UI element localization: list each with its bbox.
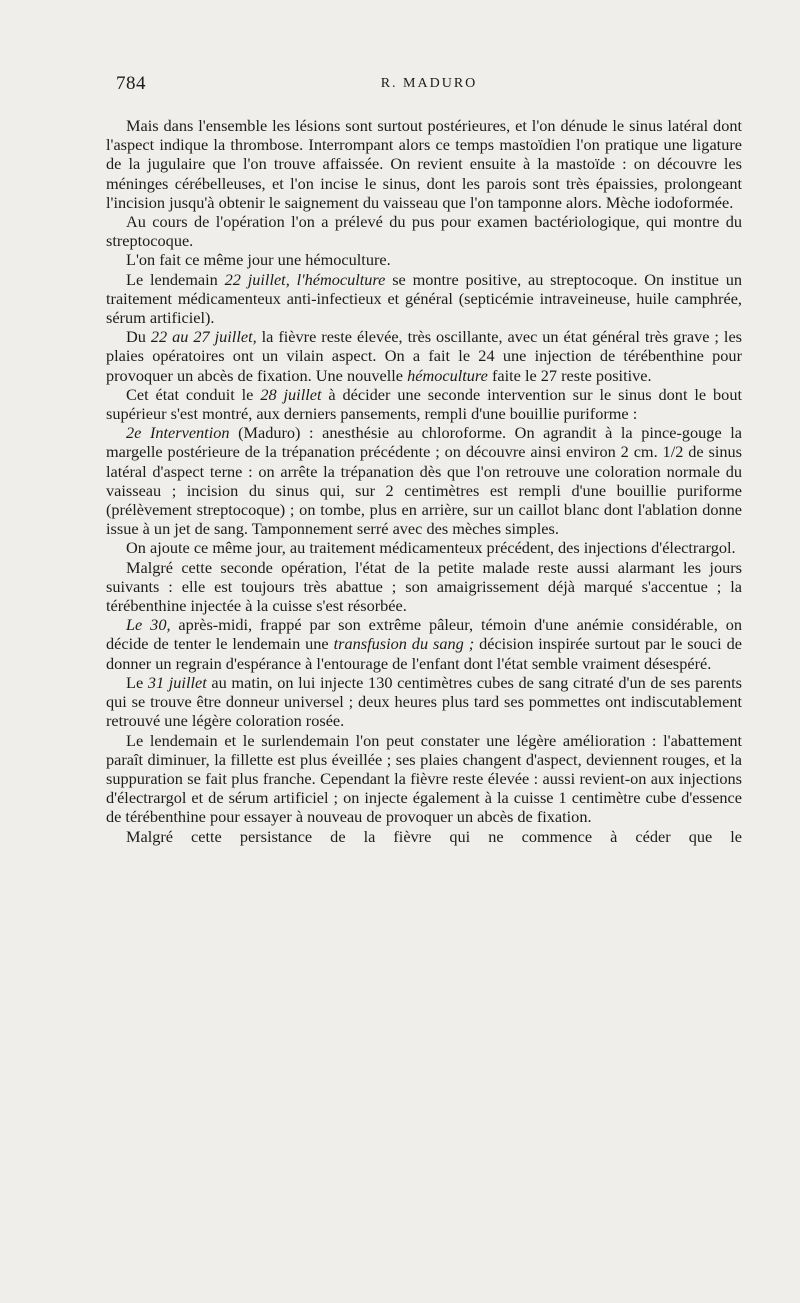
- paragraph: [106, 327, 742, 385]
- text-run: Le lendemain et le surlendemain l'on peut constater une légère amélioration : l'abattement paraît diminuer, la fillette est plus éveillée ; ses plaies changent d'aspect, deviennent rouges, et la suppuration se fait plus franche. Cependant la fièvre reste élevée : aussi revient-on aux injections d'électrargol et de sérum artificiel ; on injecte également à la cuisse 1 centimètre cube d'essence de térébenthine pour essayer à nouveau de provoquer un abcès de fixation.: [106, 730, 742, 827]
- paragraph: [106, 212, 742, 250]
- paragraph: [106, 673, 742, 731]
- text-run: L'on fait ce même jour une hémoculture.: [126, 250, 391, 270]
- text-run: à décider une seconde intervention sur le sinus dont le bout supérieur s'est montré, aux derniers pansements, rempli d'une bouillie puriforme :: [106, 384, 742, 424]
- running-head: R. MADURO: [380, 76, 478, 91]
- text-run: (Maduro) : anesthésie au chloroforme. On agrandit à la pince-gouge la margelle postérieure de la trépanation précédente ; on découvre ainsi environ 2 cm. 1/2 de sinus latéral d'aspect terne : on arrête la trépanation dès que l'on retrouve une coloration normale du vaisseau ; incision du sinus qui, sur 2 centimètres est rempli d'une bouillie puriforme (prélèvement streptocoque) ; on tombe, plus en arrière, sur un caillot blanc dont l'ablation donne issue à un jet de sang. Tamponnement serré avec des mèches simples.: [106, 423, 742, 539]
- italic-text: 22 au 27 juillet,: [150, 327, 257, 347]
- text-run: Au cours de l'opération l'on a prélevé du pus pour examen bactériologique, qui montre du streptocoque.: [106, 212, 742, 251]
- paragraph: [106, 385, 742, 423]
- italic-text: 22 juillet, l'hémoculture: [224, 269, 386, 289]
- text-run: décision inspirée surtout par le souci de donner un regrain d'espérance à l'entourage de l'enfant dont l'état semble vraiment désespéré.: [106, 634, 742, 673]
- text-run: Malgré cette seconde opération, l'état de la petite malade reste aussi alarmant les jours suivants : elle est toujours très abattue ; son amaigrissement déjà marqué s'accentue ; la térébenthine injectée à la cuisse s'est résorbée.: [106, 557, 742, 616]
- body-text: [106, 116, 742, 846]
- page-header: [116, 73, 742, 97]
- text-run: Le lendemain: [126, 269, 225, 289]
- text-run: après-midi, frappé par son extrême pâleur, témoin d'une anémie considérable, on décide de tenter le lendemain une: [106, 615, 742, 654]
- paragraph: [106, 538, 742, 557]
- italic-text: 28 juillet: [260, 384, 322, 404]
- paragraph: [106, 270, 742, 328]
- italic-text: hémoculture: [407, 365, 488, 385]
- paragraph: [106, 558, 742, 616]
- text-run: se montre positive, au streptocoque. On institue un traitement médicamenteux anti-infectieux et général (septicémie intraveineuse, huile camphrée, sérum artificiel).: [106, 269, 742, 328]
- italic-text: transfusion du sang ;: [333, 634, 475, 654]
- paragraph: [106, 731, 742, 827]
- paragraph: [106, 615, 742, 673]
- text-run: Mais dans l'ensemble les lésions sont surtout postérieures, et l'on dénude le sinus latéral dont l'aspect indique la thrombose. Interrompant alors ce temps mastoïdien l'on pratique une ligature de la jugulaire que l'on trouve affaissée. On revient ensuite à la mastoïde : on découvre les méninges cérébelleuses, et l'on incise le sinus, dont les parois sont très épaissies, prolongeant l'incision jusqu'à obtenir le saignement du vaisseau que l'on tamponne alors. Mèche iodoformée.: [106, 116, 742, 212]
- page-number: 784: [116, 73, 146, 94]
- italic-text: 2e Intervention: [126, 423, 230, 443]
- paragraph: [106, 827, 742, 846]
- paragraph: [106, 423, 742, 538]
- text-run: On ajoute ce même jour, au traitement médicamenteux précédent, des injections d'électrargol.: [126, 538, 736, 558]
- italic-text: 31 juillet: [147, 672, 207, 692]
- text-run: au matin, on lui injecte 130 centimètres cubes de sang citraté d'un de ses parents qui se trouve être donneur universel ; deux heures plus tard ses pommettes ont indiscutablement retrouvé une légère coloration rosée.: [106, 672, 742, 731]
- text-run: Cet état conduit le: [126, 384, 261, 404]
- text-run: faite le 27 reste positive.: [487, 365, 652, 385]
- text-run: Malgré cette persistance de la fièvre qui ne commence à céder que le: [126, 826, 742, 846]
- text-run: la fièvre reste élevée, très oscillante, avec un état général très grave ; les plaies opératoires ont un vilain aspect. On a fait le 24 une injection de térébenthine pour provoquer un abcès de fixation. Une nouvelle: [106, 327, 743, 385]
- italic-text: Le 30,: [126, 615, 171, 635]
- text-run: Le: [126, 672, 148, 692]
- text-run: Du: [126, 327, 151, 347]
- paragraph: [106, 250, 742, 269]
- paragraph: [106, 116, 742, 212]
